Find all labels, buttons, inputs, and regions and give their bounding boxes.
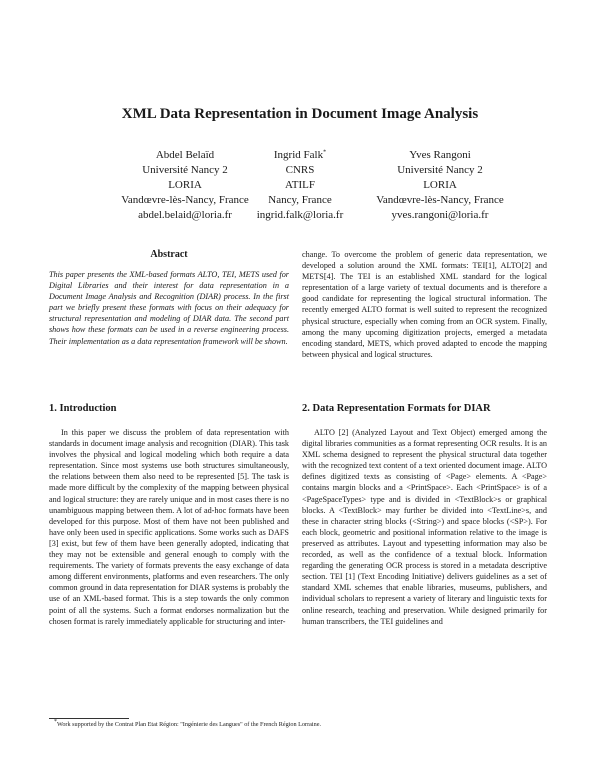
author-email: ingrid.falk@loria.fr [256, 209, 344, 221]
introduction-text: In this paper we discuss the problem of data representation with standards in document image analysis and recognition (DIAR). This task involves the physical and logical modeling which both require a data representation. Since most systems use both structures simultaneously, the relations between them also need to be represented [5]. The task is made more difficult by the complexity of the mapping between physical and logical structure: they are rarely unique and in most cases there is no unambiguous mapping between them. A lot of ad-hoc formats have been developed for this purpose. Most of them have not been published and have only been used in specific applications. Some works such as DAFS [3] exist, but few of them have been generally adopted, indicating that they may not be extensible and general enough to comply with the requirements. The variety of formats prevents the easy exchange of data among different environments, platforms and even researchers. The only common ground in data representation for DIAR systems is probably the use of an XML-based format. This is a step towards the only common point of all the systems. Such a format endorses normalization but the chosen format is rarely immediately applicable for structuring and inter- [49, 428, 289, 626]
author-email: yves.rangoni@loria.fr [391, 209, 489, 221]
author-affiliation: Université Nancy 2 [142, 164, 228, 176]
author-lab: LORIA [168, 179, 202, 191]
author-block-3 [355, 148, 525, 223]
author-name: Yves Rangoni [409, 149, 471, 161]
footnote-divider [49, 718, 129, 719]
author-affiliation: CNRS [285, 164, 315, 176]
section-heading-formats: 2. Data Representation Formats for DIAR [302, 403, 491, 414]
author-city: Vandœvre-lès-Nancy, France [376, 194, 504, 206]
section-heading-introduction: 1. Introduction [49, 403, 117, 414]
footnote [54, 718, 574, 729]
author-footnote-mark: * [323, 149, 327, 156]
author-email: abdel.belaid@loria.fr [138, 209, 232, 221]
footnote-mark: * [54, 718, 57, 725]
abstract-heading: Abstract [150, 249, 188, 260]
author-city: Vandœvre-lès-Nancy, France [121, 194, 249, 206]
author-lab: ATILF [285, 179, 315, 191]
section2-text: ALTO [2] (Analyzed Layout and Text Object) emerged among the digital libraries communities as a format representing OCR results. It is an XML schema designed to represent the physical structural data together with the recognized text content of a text oriented document image. ALTO defines digitized texts as consisting of <Page> elements. A <Page> contains margin blocks and a <PrintSpace>. Each <PrintSpace> is of a <PageSpaceTypes> type and is divided in <TextBlock>s or graphical blocks. A <TextBlock> may further be divided into <TextLine>s, and these in character string blocks (<String>) and space blocks (<SP>). For each block, geometric and positional information relative to the image is preserved as attributes. Layout and typesetting information may also be recorded, as well as the confidence of a textual block. Information regarding the generating OCR process is stored in a metadata descriptive section. TEI [1] (Text Encoding Initiative) delivers guidelines as a set of standard XML schemes that enable libraries, museums, publishers, and individual scholars to represent a variety of literary and linguistic texts for online research, teaching and preservation. While designed primarily for human transcribers, the TEI guidelines and [302, 428, 547, 626]
footnote-text: Work supported by the Contrat Plan Etat Région: "Ingénierie des Langues" of the French Région Lorraine. [57, 721, 322, 728]
paper-title: XML Data Representation in Document Image Analysis [121, 106, 479, 122]
introduction-continuation-text: change. To overcome the problem of generic data representation, we developed a solution around the XML formats: TEI[1], ALTO[2] and METS[4]. The TEI is an established XML standard for the logical representation of a large variety of textual documents and is therefore a good candidate for representing the logical structural information. The recently emerged ALTO format is well suited to represent the recognized physical structure, especially when coming from an OCR system. Finally, among the many upcoming digitization projects, emerged a metadata encoding standard, METS, which proved adapted to encode the mapping between physical and logical structures. [302, 250, 547, 359]
author-lab: LORIA [423, 179, 457, 191]
author-name: Ingrid Falk [273, 149, 324, 161]
abstract-text: This paper presents the XML-based formats ALTO, TEI, METS used for Digital Libraries and their interest for data representation in a Document Image Analysis and Recognition (DIAR) process. In the first part we briefly present these formats with focus on their adequacy for structural representation and modeling of DIAR data. The second part shows how these formats can be used in a reverse engineering process. Their implementation as a data representation framework will be shown. [49, 270, 289, 346]
author-city: Nancy, France [268, 194, 332, 206]
author-affiliation: Université Nancy 2 [397, 164, 483, 176]
author-name: Abdel Belaïd [155, 149, 215, 161]
